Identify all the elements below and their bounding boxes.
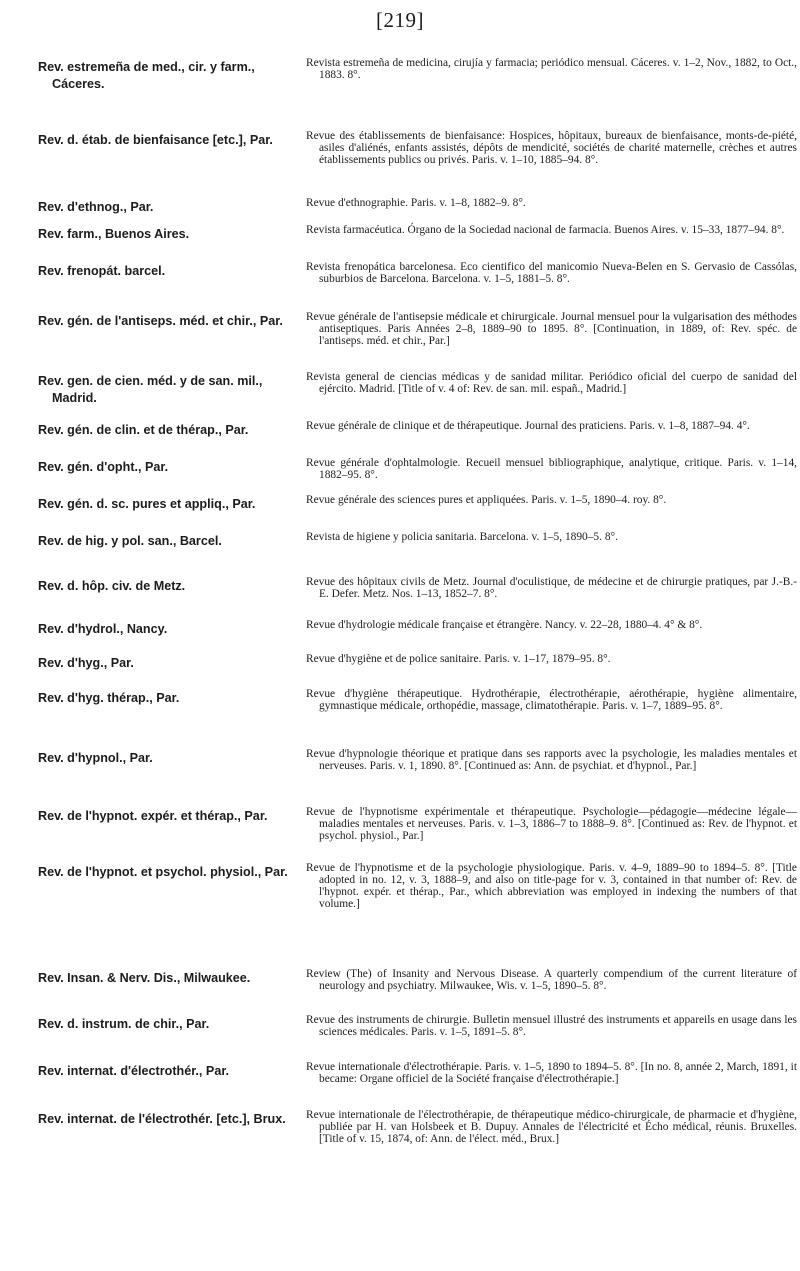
abbreviation: Rev. d'hypnol., Par. bbox=[38, 751, 153, 765]
abbreviation: Rev. de l'hypnot. et psychol. physiol., Par. bbox=[38, 865, 288, 879]
full-title: Revue internationale d'électrothérapie. Paris. v. 1–5, 1890 to 1894–5. 8°. [In no. 8, année 2, March, 1891, it became: Organe officiel de la Société française d'électrothérapie.] bbox=[306, 1061, 797, 1085]
full-title: Revue d'hygiène thérapeutique. Hydrothérapie, électrothérapie, aérothérapie, hygiène alimentaire, gymnastique médicale, orthopédie, massage, climatothérapie. Paris. v. 1–7, 1889–95. 8°. bbox=[306, 688, 797, 712]
abbreviation: Rev. gén. de clin. et de thérap., Par. bbox=[38, 423, 249, 437]
entry-row bbox=[0, 749, 800, 807]
abbreviation: Rev. farm., Buenos Aires. bbox=[38, 227, 190, 241]
full-title: Revue internationale de l'électrothérapie, de thérapeutique médico-chirurgicale, de pharmacie et d'hygiène, publiée par H. van Holsbeek et B. Dupuy. Annales de l'électricité et Écho médical, réunis. Bruxelles. [Title of v. 15, 1874, of: Ann. de l'élect. méd., Brux.] bbox=[306, 1109, 797, 1145]
full-title: Revue d'ethnographie. Paris. v. 1–8, 1882–9. 8°. bbox=[306, 197, 526, 209]
entry-row bbox=[0, 654, 800, 689]
entry-row bbox=[0, 225, 800, 262]
full-title: Revue de l'hypnotisme expérimentale et thérapeutique. Psychologie—pédagogie—médecine légale—maladies mentales et nerveuses. Paris. v. 1–3, 1886–7 to 1888–9. 8°. [Continued as: Rev. de l'hypnot. et psychol. physiol., Par.] bbox=[306, 806, 797, 842]
abbreviation: Rev. d'hydrol., Nancy. bbox=[38, 622, 168, 636]
abbreviation: Rev. d. hôp. civ. de Metz. bbox=[38, 579, 186, 593]
entry-row bbox=[0, 1110, 800, 1172]
page-number: [219] bbox=[376, 8, 424, 32]
entry-row bbox=[0, 1015, 800, 1062]
entry-row bbox=[0, 131, 800, 198]
entry-row bbox=[0, 1062, 800, 1110]
full-title: Revue de l'hypnotisme et de la psychologie physiologique. Paris. v. 4–9, 1889–90 to 1894–5. 8°. [Title adopted in no. 12, v. 3, 1888–9, and also on title-page for v. 3, contained in that number of: Rev. de l'hypnot. expér. et thérap., Par., which abbreviation was employed in indexing the numbers of that volume.] bbox=[306, 862, 797, 910]
full-title: Revista general de ciencias médicas y de sanidad militar. Periódico oficial del cuerpo de sanidad del ejército. Madrid. [Title of v. 4 of: Rev. de san. mil. españ., Madrid.] bbox=[306, 371, 797, 395]
entry-row bbox=[0, 372, 800, 421]
entry-row bbox=[0, 532, 800, 577]
full-title: Revue d'hygiène et de police sanitaire. Paris. v. 1–17, 1879–95. 8°. bbox=[306, 653, 611, 665]
entry-row bbox=[0, 620, 800, 654]
abbreviation: Rev. gen. de cien. méd. y de san. mil., Madrid. bbox=[38, 374, 263, 405]
abbreviation: Rev. frenopát. barcel. bbox=[38, 264, 166, 278]
abbreviation: Rev. Insan. & Nerv. Dis., Milwaukee. bbox=[38, 971, 251, 985]
entry-row bbox=[0, 495, 800, 532]
abbreviation: Rev. d. instrum. de chir., Par. bbox=[38, 1017, 210, 1031]
full-title: Revue des instruments de chirurgie. Bulletin mensuel illustré des instruments et appareils en usage dans les sciences médicales. Paris. v. 1–5, 1891–5. 8°. bbox=[306, 1014, 797, 1038]
entry-row bbox=[0, 262, 800, 312]
entry-row bbox=[0, 577, 800, 620]
full-title: Revista frenopática barcelonesa. Eco cientifico del manicomio Nueva-Belen en S. Gervasio de Cassólas, suburbios de Barcelona. Barcelona. v. 1–5, 1881–5. 8°. bbox=[306, 261, 797, 285]
full-title: Revista de higiene y policia sanitaria. Barcelona. v. 1–5, 1890–5. 8°. bbox=[306, 531, 618, 543]
abbreviation: Rev. d'ethnog., Par. bbox=[38, 200, 154, 214]
abbreviation: Rev. gén. d. sc. pures et appliq., Par. bbox=[38, 497, 256, 511]
full-title: Revue générale de clinique et de thérapeutique. Journal des praticiens. Paris. v. 1–8, 1887–94. 4°. bbox=[306, 420, 750, 432]
entry-row bbox=[0, 807, 800, 863]
full-title: Revue générale des sciences pures et appliquées. Paris. v. 1–5, 1890–4. roy. 8°. bbox=[306, 494, 667, 506]
full-title: Review (The) of Insanity and Nervous Disease. A quarterly compendium of the current literature of neurology and psychiatry. Milwaukee, Wis. v. 1–5, 1890–5. 8°. bbox=[306, 968, 797, 992]
abbreviation: Rev. gén. de l'antiseps. méd. et chir., Par. bbox=[38, 314, 283, 328]
full-title: Revista estremeña de medicina, cirujía y farmacia; periódico mensual. Cáceres. v. 1–2, Nov., 1882, to Oct., 1883. 8°. bbox=[306, 57, 797, 81]
abbreviation: Rev. internat. de l'électrothér. [etc.], Brux. bbox=[38, 1112, 286, 1126]
entry-row bbox=[0, 312, 800, 372]
full-title: Revue générale de l'antisepsie médicale et chirurgicale. Journal mensuel pour la vulgarisation des méthodes antiseptiques. Paris Années 2–8, 1889–90 to 1895. 8°. [Continuation, in 1889, of: Rev. spéc. de l'antiseps. méd. et chir., Par.] bbox=[306, 311, 797, 347]
entry-row bbox=[0, 689, 800, 749]
entry-row bbox=[0, 458, 800, 495]
abbreviation: Rev. de hig. y pol. san., Barcel. bbox=[38, 534, 222, 548]
abbreviation: Rev. d'hyg., Par. bbox=[38, 656, 134, 670]
entry-row bbox=[0, 58, 800, 131]
abbreviation: Rev. de l'hypnot. expér. et thérap., Par. bbox=[38, 809, 268, 823]
full-title: Revue des établissements de bienfaisance: Hospices, hôpitaux, bureaux de bienfaisance, monts-de-piété, asiles d'aliénés, enfants assistés, dépôts de mendicité, sociétés de charité maternelle, crèches et autres établissements publics ou privés. Paris. v. 1–10, 1885–94. 8°. bbox=[306, 130, 797, 166]
entry-row bbox=[0, 421, 800, 458]
abbreviation: Rev. gén. d'opht., Par. bbox=[38, 460, 169, 474]
full-title: Revista farmacéutica. Órgano de la Sociedad nacional de farmacia. Buenos Aires. v. 15–33, 1877–94. 8°. bbox=[306, 224, 785, 236]
full-title: Revue d'hypnologie théorique et pratique dans ses rapports avec la psychologie, les maladies mentales et nerveuses. Paris. v. 1, 1890. 8°. [Continued as: Ann. de psychiat. et d'hypnol., Par.] bbox=[306, 748, 797, 772]
entry-row bbox=[0, 863, 800, 969]
abbreviation: Rev. d'hyg. thérap., Par. bbox=[38, 691, 180, 705]
full-title: Revue des hôpitaux civils de Metz. Journal d'oculistique, de médecine et de chirurgie pratiques, par J.-B.-E. Defer. Metz. Nos. 1–13, 1852–7. 8°. bbox=[306, 576, 797, 600]
full-title: Revue générale d'ophtalmologie. Recueil mensuel bibliographique, analytique, critique. Paris. v. 1–14, 1882–95. 8°. bbox=[306, 457, 797, 481]
abbreviation: Rev. estremeña de med., cir. y farm., Cáceres. bbox=[38, 60, 255, 91]
entry-row bbox=[0, 969, 800, 1015]
abbreviation: Rev. internat. d'électrothér., Par. bbox=[38, 1064, 230, 1078]
full-title: Revue d'hydrologie médicale française et étrangère. Nancy. v. 22–28, 1880–4. 4° & 8°. bbox=[306, 619, 703, 631]
entry-row bbox=[0, 198, 800, 225]
index-entries bbox=[0, 58, 800, 1172]
abbreviation: Rev. d. étab. de bienfaisance [etc.], Par. bbox=[38, 133, 273, 147]
